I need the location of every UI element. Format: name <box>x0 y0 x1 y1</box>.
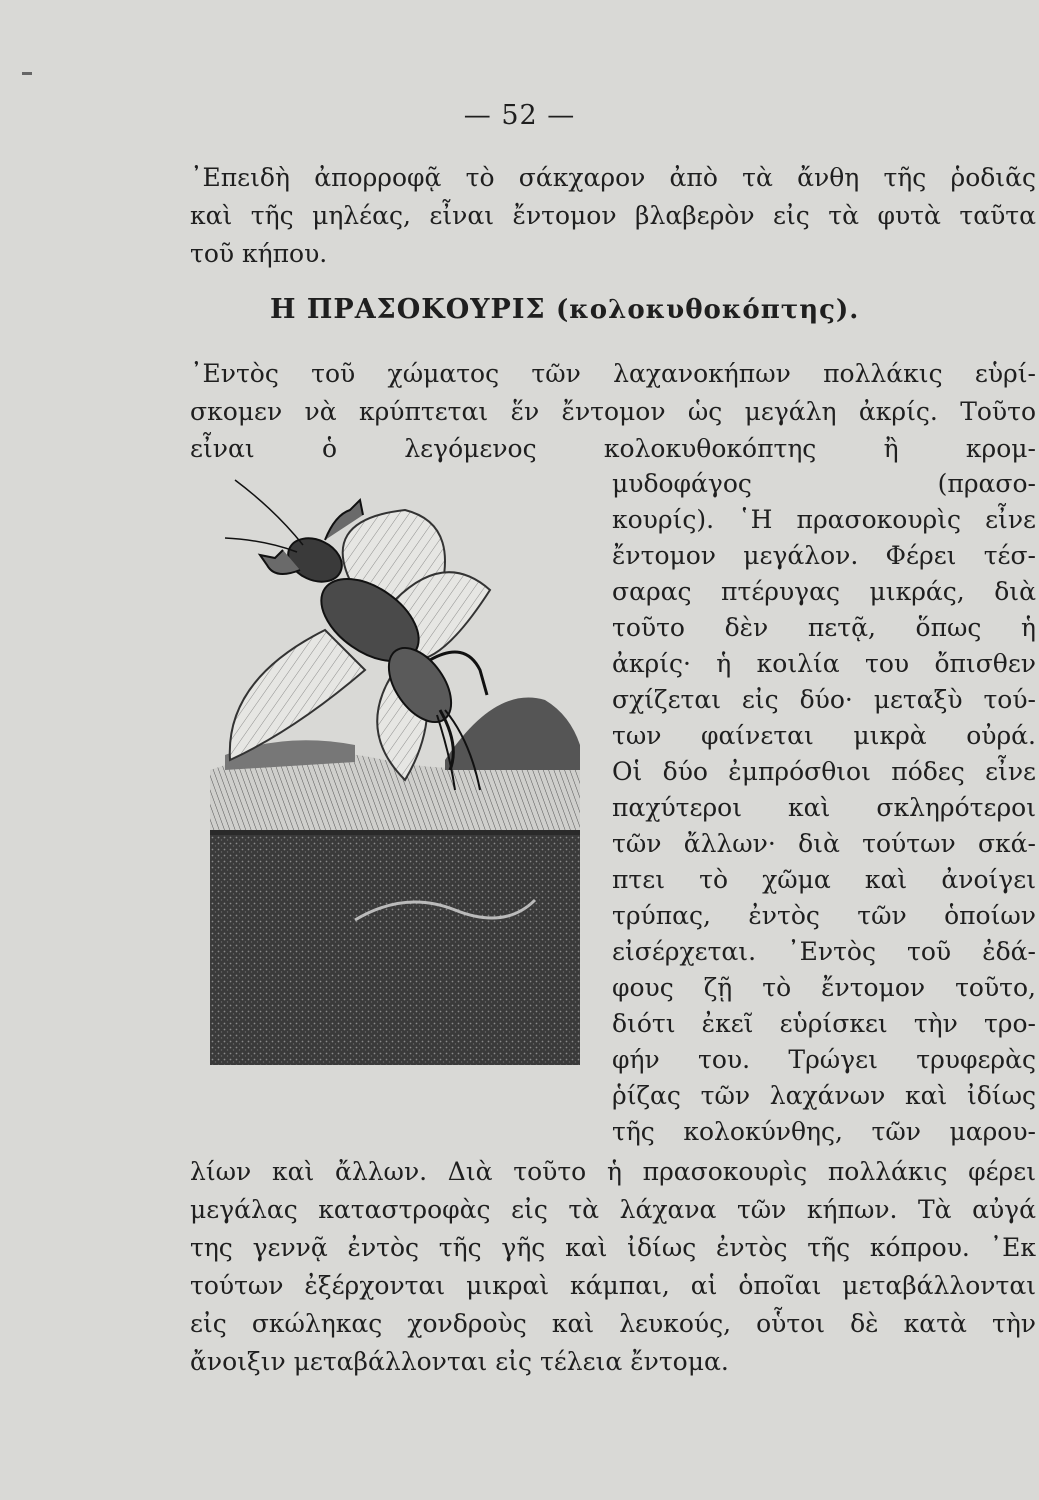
text-line: παχύτεροι καὶ σκληρότεροι <box>612 793 1036 822</box>
text-line: φους ζῇ τὸ ἔντομον τοῦτο, <box>612 973 1036 1002</box>
text-line: τῶν ἄλλων· διὰ τούτων σκά- <box>612 829 1036 858</box>
text-line: εἰς σκώληκας χονδροὺς καὶ λευκούς, οὗτοι δὲ κατὰ τὴν <box>190 1309 1036 1338</box>
text-line: ἀκρίς· ἡ κοιλία του ὄπισθεν <box>612 649 1036 678</box>
text-line: σαρας πτέρυγας μικράς, διὰ <box>612 577 1036 606</box>
text-line: ἔντομον μεγάλον. Φέρει τέσ- <box>612 541 1036 570</box>
section-heading <box>270 294 859 325</box>
text-line: φήν του. Τρώγει τρυφερὰς <box>612 1045 1036 1074</box>
text-line: μεγάλας καταστροφὰς εἰς τὰ λάχανα τῶν κήπων. Τὰ αὐγά <box>190 1195 1036 1224</box>
text-line: ᾿Εντὸς τοῦ χώματος τῶν λαχανοκήπων πολλάκις εὑρί- <box>190 359 1036 388</box>
text-line: ἄνοιξιν μεταβάλλονται εἰς τέλεια ἔντομα. <box>190 1347 729 1376</box>
mole-cricket-illustration <box>205 470 585 1070</box>
text-line: κουρίς). ῾Η πρασοκουρὶς εἶνε <box>612 505 1036 534</box>
text-line: σκομεν νὰ κρύπτεται ἕν ἔντομον ὡς μεγάλη ἀκρίς. Τοῦτο <box>190 397 1036 426</box>
text-line: εἰσέρχεται. ᾿Εντὸς τοῦ ἐδά- <box>612 937 1036 966</box>
text-line: διότι ἐκεῖ εὑρίσκει τὴν τρο- <box>612 1009 1036 1038</box>
text-line: τούτων ἐξέρχονται μικραὶ κάμπαι, αἱ ὁποῖαι μεταβάλλονται <box>190 1271 1036 1300</box>
text-line: τῆς κολοκύνθης, τῶν μαρου- <box>612 1117 1036 1146</box>
heading-title: Η ΠΡΑΣΟΚΟΥΡΙΣ <box>270 294 546 325</box>
text-line: μυδοφάγος (πρασο- <box>612 469 1036 498</box>
page-number: — 52 — <box>463 100 576 131</box>
text-line: ᾿Επειδὴ ἀπορροφᾷ τὸ σάκχαρον ἀπὸ τὰ ἄνθη τῆς ῥοδιᾶς <box>190 163 1036 192</box>
text-line: λίων καὶ ἄλλων. Διὰ τοῦτο ἡ πρασοκουρὶς πολλάκις φέρει <box>190 1157 1036 1186</box>
text-line: καὶ τῆς μηλέας, εἶναι ἔντομον βλαβερὸν εἰς τὰ φυτὰ ταῦτα <box>190 201 1036 230</box>
text-line: τρύπας, ἐντὸς τῶν ὁποίων <box>612 901 1036 930</box>
text-line: τοῦ κήπου. <box>190 239 328 268</box>
text-line: ῥίζας τῶν λαχάνων καὶ ἰδίως <box>612 1081 1036 1110</box>
text-line: εἶναι ὁ λεγόμενος κολοκυθοκόπτης ἢ κρομ- <box>190 434 1036 463</box>
text-line: σχίζεται εἰς δύο· μεταξὺ τού- <box>612 685 1036 714</box>
text-line: Οἱ δύο ἐμπρόσθιοι πόδες εἶνε <box>612 757 1036 786</box>
text-line: πτει τὸ χῶμα καὶ ἀνοίγει <box>612 865 1036 894</box>
soil-block <box>210 825 580 1065</box>
text-line: τοῦτο δὲν πετᾷ, ὅπως ἡ <box>612 613 1036 642</box>
text-line: της γεννᾷ ἐντὸς τῆς γῆς καὶ ἰδίως ἐντὸς τῆς κόπρου. ᾿Εκ <box>190 1233 1036 1262</box>
heading-subtitle: (κολοκυθοκόπτης). <box>555 295 860 325</box>
margin-mark <box>22 72 32 75</box>
text-line: των φαίνεται μικρὰ οὐρά. <box>612 721 1036 750</box>
